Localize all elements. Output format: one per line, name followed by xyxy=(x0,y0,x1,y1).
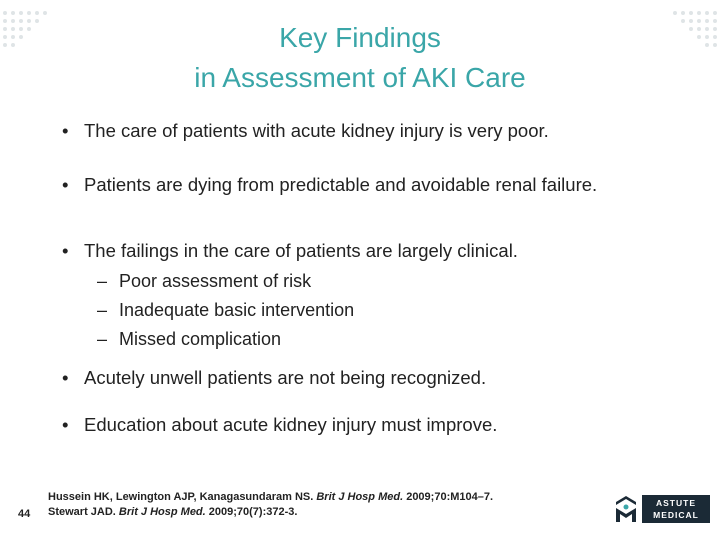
bullet-text: The care of patients with acute kidney injury is very poor. xyxy=(84,120,549,141)
reference-1: Hussein HK, Lewington AJP, Kanagasundaram NS. Brit J Hosp Med. 2009;70:M104–7. xyxy=(48,491,494,503)
sub-bullet-dash: – xyxy=(97,271,108,291)
bullet-text: The failings in the care of patients are largely clinical. xyxy=(84,240,518,261)
sub-bullet-dash: – xyxy=(97,329,108,349)
bullet-item xyxy=(62,240,518,262)
title-line-1: Key Findings xyxy=(279,22,441,53)
bullet-dot: • xyxy=(62,414,69,435)
sub-bullet-item xyxy=(97,271,311,292)
bullet-dot: • xyxy=(62,120,69,141)
sub-bullet-item xyxy=(97,300,354,321)
bullet-dot: • xyxy=(62,367,69,388)
sub-bullet-dash: – xyxy=(97,300,108,320)
references xyxy=(48,490,493,520)
title-line-2: in Assessment of AKI Care xyxy=(194,62,526,93)
bullet-text: Acutely unwell patients are not being recognized. xyxy=(84,367,487,388)
bullet-dot: • xyxy=(62,174,69,195)
page-number: 44 xyxy=(18,508,31,520)
astute-medical-logo xyxy=(612,492,712,526)
logo-mark-icon xyxy=(614,494,638,524)
sub-bullet-item xyxy=(97,329,281,350)
bullet-text: Patients are dying from predictable and avoidable renal failure. xyxy=(84,174,598,195)
sub-bullet-text: Poor assessment of risk xyxy=(119,271,312,291)
slide-title xyxy=(0,18,720,98)
bullet-item xyxy=(62,414,497,436)
reference-2: Stewart JAD. Brit J Hosp Med. 2009;70(7):372-3. xyxy=(48,506,298,518)
bullet-item xyxy=(62,367,486,389)
bullet-text: Education about acute kidney injury must improve. xyxy=(84,414,498,435)
bullet-item xyxy=(62,120,549,142)
bullet-item xyxy=(62,174,597,196)
sub-bullet-text: Missed complication xyxy=(119,329,282,349)
logo-wordmark: ASTUTE MEDICAL xyxy=(642,495,710,523)
bullet-dot: • xyxy=(62,240,69,261)
sub-bullet-text: Inadequate basic intervention xyxy=(119,300,355,320)
